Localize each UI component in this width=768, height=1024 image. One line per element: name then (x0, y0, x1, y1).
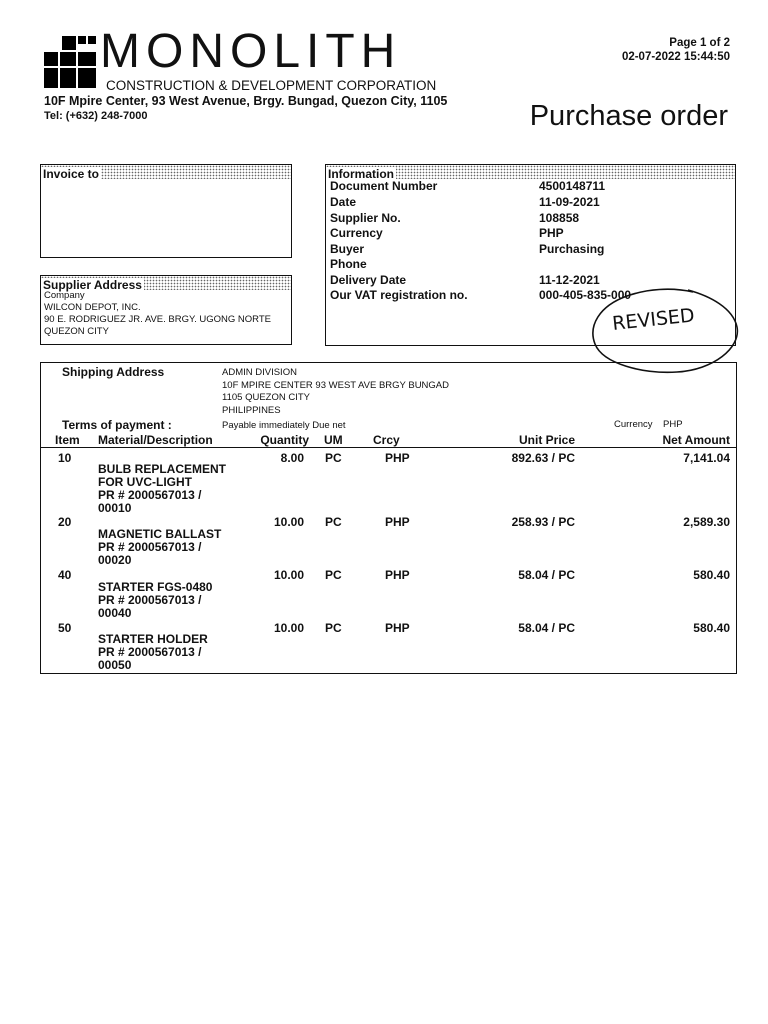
info-key: Date (330, 195, 357, 209)
row-description: STARTER HOLDER PR # 2000567013 / 00050 (98, 632, 208, 672)
revised-annotation: REVISED (611, 304, 696, 335)
info-value: Purchasing (539, 242, 605, 256)
invoice-to-box (40, 164, 292, 258)
info-value: 000-405-835-000 (539, 288, 632, 302)
row-um: PC (325, 568, 342, 582)
invoice-to-label: Invoice to (43, 167, 100, 181)
info-key: Document Number (330, 179, 438, 193)
row-item: 20 (58, 515, 72, 529)
print-timestamp: 02-07-2022 15:44:50 (621, 51, 730, 63)
header-divider (41, 447, 736, 448)
info-value: 4500148711 (539, 179, 606, 193)
header-material: Material/Description (98, 433, 213, 447)
supplier-line: QUEZON CITY (44, 326, 109, 337)
row-quantity: 10.00 (273, 621, 304, 635)
row-unit-price: 58.04 / PC (518, 621, 575, 635)
supplier-address-box (40, 275, 292, 345)
row-crcy: PHP (385, 568, 410, 582)
info-key: Our VAT registration no. (330, 288, 468, 302)
row-description: BULB REPLACEMENT FOR UVC-LIGHT PR # 2000567013 / 00010 (98, 462, 226, 515)
supplier-line: WILCON DEPOT, INC. (44, 302, 141, 313)
shipping-line: PHILIPPINES (222, 404, 281, 416)
company-address: 10F Mpire Center, 93 West Avenue, Brgy. Bungad, Quezon City, 1105 (44, 94, 448, 108)
row-um: PC (325, 515, 342, 529)
info-value: 11-09-2021 (539, 195, 600, 209)
terms-of-payment-label: Terms of payment : (62, 418, 172, 432)
info-key: Buyer (330, 242, 365, 256)
company-phone: Tel: (+632) 248-7000 (44, 110, 148, 122)
supplier-line: Company (44, 290, 85, 301)
info-key: Phone (330, 257, 367, 271)
row-net-amount: 2,589.30 (683, 515, 730, 529)
row-net-amount: 580.40 (693, 568, 730, 582)
header-crcy: Crcy (373, 433, 400, 447)
row-item: 40 (58, 568, 72, 582)
shipping-line: ADMIN DIVISION (222, 367, 297, 378)
header-item: Item (55, 433, 80, 447)
currency-value: PHP (663, 419, 683, 430)
row-quantity: 8.00 (280, 451, 304, 465)
row-item: 50 (58, 621, 72, 635)
info-value: PHP (539, 226, 564, 240)
row-description: STARTER FGS-0480 PR # 2000567013 / 00040 (98, 580, 213, 620)
page-info (622, 36, 730, 64)
header-unit-price: Unit Price (518, 433, 575, 447)
row-quantity: 10.00 (273, 515, 304, 529)
info-value: 11-12-2021 (539, 273, 600, 287)
info-key: Currency (330, 226, 383, 240)
company-logo-icon (44, 36, 98, 90)
currency-label: Currency (614, 419, 653, 430)
row-unit-price: 58.04 / PC (518, 568, 575, 582)
row-crcy: PHP (385, 621, 410, 635)
row-unit-price: 258.93 / PC (511, 515, 575, 529)
row-um: PC (325, 621, 342, 635)
row-crcy: PHP (385, 451, 410, 465)
company-name: MONOLITH (100, 25, 402, 78)
info-value: 108858 (539, 211, 580, 225)
row-unit-price: 892.63 / PC (511, 451, 575, 465)
row-item: 10 (58, 451, 72, 465)
information-label: Information (328, 167, 394, 181)
document-title: Purchase order (529, 100, 728, 132)
supplier-line: 90 E. RODRIGUEZ JR. AVE. BRGY. UGONG NORTE (44, 314, 271, 325)
row-crcy: PHP (385, 515, 410, 529)
shipping-line: 1105 QUEZON CITY (222, 392, 310, 403)
row-net-amount: 7,141.04 (683, 451, 730, 465)
terms-of-payment-value: Payable immediately Due net (222, 420, 346, 431)
row-um: PC (325, 451, 342, 465)
row-quantity: 10.00 (273, 568, 304, 582)
info-key: Delivery Date (330, 273, 407, 287)
header-um: UM (324, 433, 343, 447)
company-subtitle: CONSTRUCTION & DEVELOPMENT CORPORATION (106, 78, 437, 93)
header-net-amount: Net Amount (662, 433, 730, 447)
row-net-amount: 580.40 (693, 621, 730, 635)
shipping-address-label: Shipping Address (62, 365, 165, 379)
info-key: Supplier No. (330, 211, 401, 225)
shipping-line: 10F MPIRE CENTER 93 WEST AVE BRGY BUNGAD (222, 379, 450, 391)
page-number: Page 1 of 2 (669, 37, 730, 49)
header-quantity: Quantity (260, 433, 309, 447)
shipping-items-box (40, 362, 737, 674)
row-description: MAGNETIC BALLAST PR # 2000567013 / 00020 (98, 527, 222, 567)
supplier-address-label: Supplier Address (43, 278, 142, 292)
